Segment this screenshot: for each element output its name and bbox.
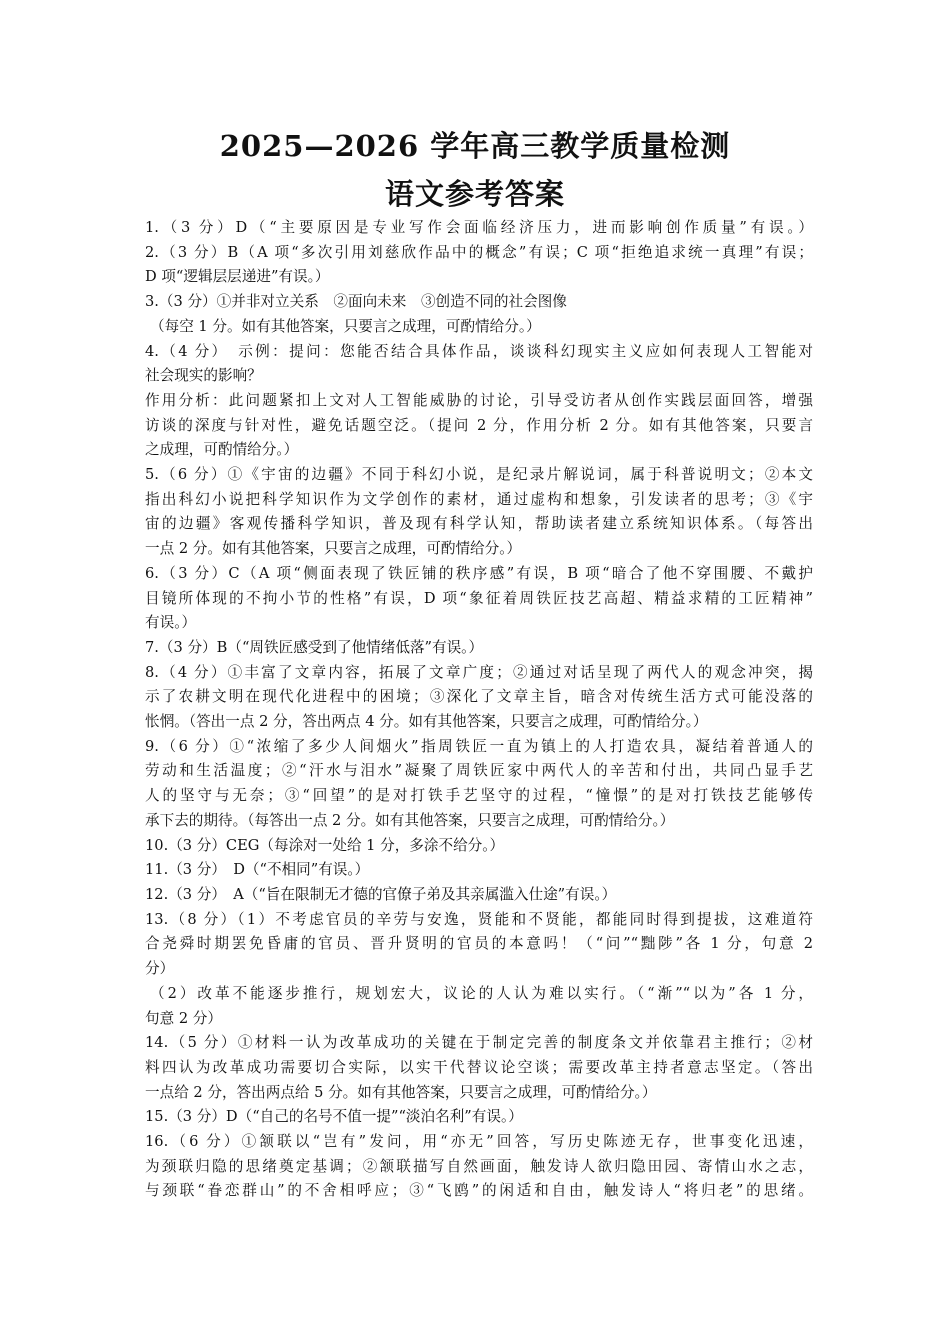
answer-line: 为颈联归隐的思绪奠定基调；②颔联描写自然画面，触发诗人欲归隐田园、寄情山水之志， <box>145 1157 813 1175</box>
answer-line: 16.（6 分）①颔联以“岂有”发问，用“亦无”回答，写历史陈迹无存，世事变化迅速， <box>145 1133 813 1151</box>
answer-line: 示了农耕文明在现代化进程中的困境；③深化了文章主旨，暗含对传统生活方式可能没落的 <box>145 688 813 706</box>
answer-line: 6.（3 分）C（A 项“侧面表现了铁匠铺的秩序感”有误，B 项“暗合了他不穿围腰、不戴护 <box>145 564 813 582</box>
answer-line: 句意 2 分） <box>145 1009 222 1027</box>
answer-line: 目镜所体现的不拘小节的性格”有误，D 项“象征着周铁匠技艺高超、精益求精的工匠精神” <box>145 589 813 607</box>
answer-line: 15.（3 分）D（“自己的名号不值一提”“淡泊名利”有误。） <box>145 1108 523 1126</box>
answer-line: 有误。） <box>145 614 197 632</box>
answer-line: 社会现实的影响？ <box>145 367 262 385</box>
answer-list <box>145 216 813 1204</box>
answer-line: 一点 2 分。如有其他答案，只要言之成理，可酌情给分。） <box>145 540 522 558</box>
answer-line: 4.（4 分） 示例：提问：您能否结合具体作品，谈谈科幻现实主义应如何表现人工智能对 <box>145 342 813 360</box>
document-title: 2025—2026 学年高三教学质量检测 <box>219 129 731 163</box>
answer-line: 人的坚守与无奈；③“回望”的是对打铁手艺坚守的过程，“憧憬”的是对打铁技艺能够传 <box>145 787 813 805</box>
answer-line: 9.（6 分）①“浓缩了多少人间烟火”指周铁匠一直为镇上的人打造农具，凝结着普通人的 <box>145 737 813 755</box>
answer-line: 12.（3 分） A（“旨在限制无才德的官僚子弟及其亲属滥入仕途”有误。） <box>145 885 617 903</box>
answer-line: 作用分析：此问题紧扣上文对人工智能威胁的讨论，引导受访者从创作实践层面回答，增强 <box>145 391 813 409</box>
answer-line: 指出科幻小说把科学知识作为文学创作的素材，通过虚构和想象，引发读者的思考；③《宇 <box>145 490 813 508</box>
answer-line: 访谈的深度与针对性，避免话题空泛。（提问 2 分，作用分析 2 分。如有其他答案，只要言 <box>145 416 813 434</box>
answer-line: 一点给 2 分，答出两点给 5 分。如有其他答案，只要言之成理，可酌情给分。） <box>145 1083 657 1101</box>
answer-line: 之成理，可酌情给分。） <box>145 441 299 459</box>
answer-line: 3.（3 分）①并非对立关系 ②面向未来 ③创造不同的社会图像 <box>145 293 567 311</box>
answer-line: 承下去的期待。（每答出一点 2 分。如有其他答案，只要言之成理，可酌情给分。） <box>145 811 675 829</box>
answer-line: 10.（3 分）CEG（每涂对一处给 1 分，多涂不给分。） <box>145 836 505 854</box>
answer-line: 7.（3 分）B（“周铁匠感受到了他情绪低落”有误。） <box>145 638 484 656</box>
document-subtitle: 语文参考答案 <box>384 177 565 211</box>
answer-line: 合尧舜时期罢免昏庸的官员、晋升贤明的官员的本意吗！（“问”“黜陟”各 1 分，句意 2 <box>145 935 813 953</box>
answer-line: 14.（5 分）①材料一认为改革成功的关键在于制定完善的制度条文并依靠君主推行；②材 <box>145 1034 813 1052</box>
answer-line: （2）改革不能逐步推行，规划宏大，议论的人认为难以实行。（“渐”“以为”各 1 分， <box>150 984 813 1002</box>
answer-line: 与颈联“眷恋群山”的不舍相呼应；③“飞鸥”的闲适和自由，触发诗人“将归老”的思绪。 <box>145 1182 813 1200</box>
answer-line: 1.（3 分）D（“主要原因是专业写作会面临经济压力，进而影响创作质量”有误。） <box>145 219 813 236</box>
answer-line: D 项“逻辑层层递进”有误。） <box>145 268 330 286</box>
answer-line: 5.（6 分）①《宇宙的边疆》不同于科幻小说，是纪录片解说词，属于科普说明文；②本文 <box>145 466 813 484</box>
answer-line: 劳动和生活温度；②“汗水与泪水”凝聚了周铁匠家中两代人的辛苦和付出，共同凸显手艺 <box>145 762 813 780</box>
answer-line: 11.（3 分） D（“不相同”有误。） <box>145 861 370 879</box>
answer-line: 怅惘。（答出一点 2 分，答出两点 4 分。如有其他答案，只要言之成理，可酌情给分。） <box>145 713 708 731</box>
answer-line: 宙的边疆》客观传播科学知识，普及现有科学认知，帮助读者建立系统知识体系。（每答出 <box>145 515 813 533</box>
answer-line: 8.（4 分）①丰富了文章内容，拓展了文章广度；②通过对话呈现了两代人的观念冲突，揭 <box>145 663 813 681</box>
answer-line: （每空 1 分。如有其他答案，只要言之成理，可酌情给分。） <box>150 317 541 335</box>
answer-line: 2.（3 分）B（A 项“多次引用刘慈欣作品中的概念”有误；C 项“拒绝追求统一真理”有误； <box>145 243 813 261</box>
answer-line: 料四认为改革成功需要切合实际，以实干代替议论空谈；需要改革主持者意志坚定。（答出 <box>145 1058 813 1076</box>
answer-line: 分） <box>145 960 175 978</box>
answer-line: 13.（8 分）（1）不考虑官员的辛劳与安逸，贤能和不贤能，都能同时得到提拔，这难道符 <box>145 910 813 928</box>
